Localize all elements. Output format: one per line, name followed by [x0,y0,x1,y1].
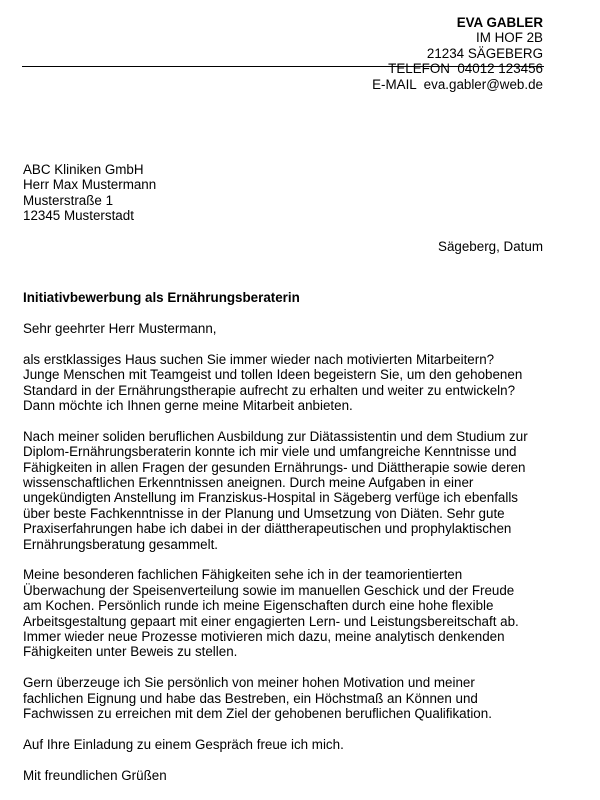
recipient-city: 12345 Musterstadt [23,208,134,224]
header-divider [22,66,544,67]
sender-street: IM HOF 2B [476,30,543,46]
letter-body [23,321,553,798]
body-line: Überwachung der Speisenverteilung sowie im manuellen Geschick und der Freude [23,582,515,598]
letter-date: Sägeberg, Datum [438,239,543,254]
sender-block [372,15,543,92]
sender-name: EVA GABLER [456,15,543,30]
body-line: Ernährungsberatung gesammelt. [23,536,219,552]
body-line: Gern überzeuge ich Sie persönlich von meiner hohen Motivation und meiner [23,675,475,691]
body-line: Fachwissen zu erreichen mit dem Ziel der gehobenen beruflichen Qualifikation. [23,706,492,722]
body-line: Immer wieder neue Prozesse motivieren mich dazu, meine analytisch denkenden [23,629,505,645]
body-paragraph [23,675,553,721]
body-line: Dann möchte ich Ihnen gerne meine Mitarbeit anbieten. [23,398,353,414]
body-line: Auf Ihre Einladung zu einem Gespräch freue ich mich. [23,736,344,752]
body-paragraph [23,429,553,552]
body-paragraph [23,737,553,752]
recipient-street: Musterstraße 1 [23,192,114,208]
closing: Mit freundlichen Grüßen [23,767,167,783]
body-line: über beste Fachkenntnisse in der Planung und Umsetzung von Diäten. Sehr gute [23,505,505,521]
body-line: Nach meiner soliden beruflichen Ausbildung zur Diätassistentin und dem Studium zur [23,428,528,444]
body-paragraph [23,352,553,414]
sender-phone: TELEFON 04012 123456 [388,61,543,77]
recipient-company: ABC Kliniken GmbH [23,162,144,177]
body-line: Standard in der Ernährungstherapie aufrecht zu erhalten und weiter zu entwickeln? [23,382,516,398]
body-line: wissenschaftlichen Erkenntnissen aneignen. Durch meine Aufgaben in einer [23,475,474,491]
body-line: Meine besonderen fachlichen Fähigkeiten sehe ich in der teamorientierten [23,567,463,583]
body-line: Fähigkeiten unter Beweis zu stellen. [23,644,238,660]
body-line: am Kochen. Persönlich runde ich meine Eigenschaften durch eine hohe flexible [23,598,494,614]
recipient-address [23,162,156,224]
body-line: Arbeitsgestaltung gepaart mit einer engagierten Lern- und Leistungsbereitschaft ab. [23,613,519,629]
salutation: Sehr geehrter Herr Mustermann, [23,321,217,336]
body-line: als erstklassiges Haus suchen Sie immer wieder nach motivierten Mitarbeitern? [23,351,495,367]
body-line: fachlichen Eignung und habe das Bestreben, ein Höchstmaß an Können und [23,690,478,706]
body-line: Praxiserfahrungen habe ich dabei in der diättherapeutischen und prophylaktischen [23,521,512,537]
sender-city: 21234 SÄGEBERG [426,45,543,61]
body-line: Diplom-Ernährungsberaterin konnte ich mir viele und umfangreiche Kenntnisse und [23,444,517,460]
letter-subject: Initiativbewerbung als Ernährungsberaterin [23,290,300,305]
body-paragraph [23,567,553,659]
body-line: ungekündigten Anstellung im Franziskus-Hospital in Sägeberg verfüge ich ebenfalls [23,490,519,506]
sender-email: E-MAIL eva.gabler@web.de [372,76,543,92]
recipient-person: Herr Max Mustermann [23,177,157,193]
body-line: Junge Menschen mit Teamgeist und tollen Ideen begeistern Sie, um den gehobenen [23,367,523,383]
body-line: Fähigkeiten in allen Fragen der gesunden Ernährungs- und Diättherapie sowie deren [23,459,526,475]
